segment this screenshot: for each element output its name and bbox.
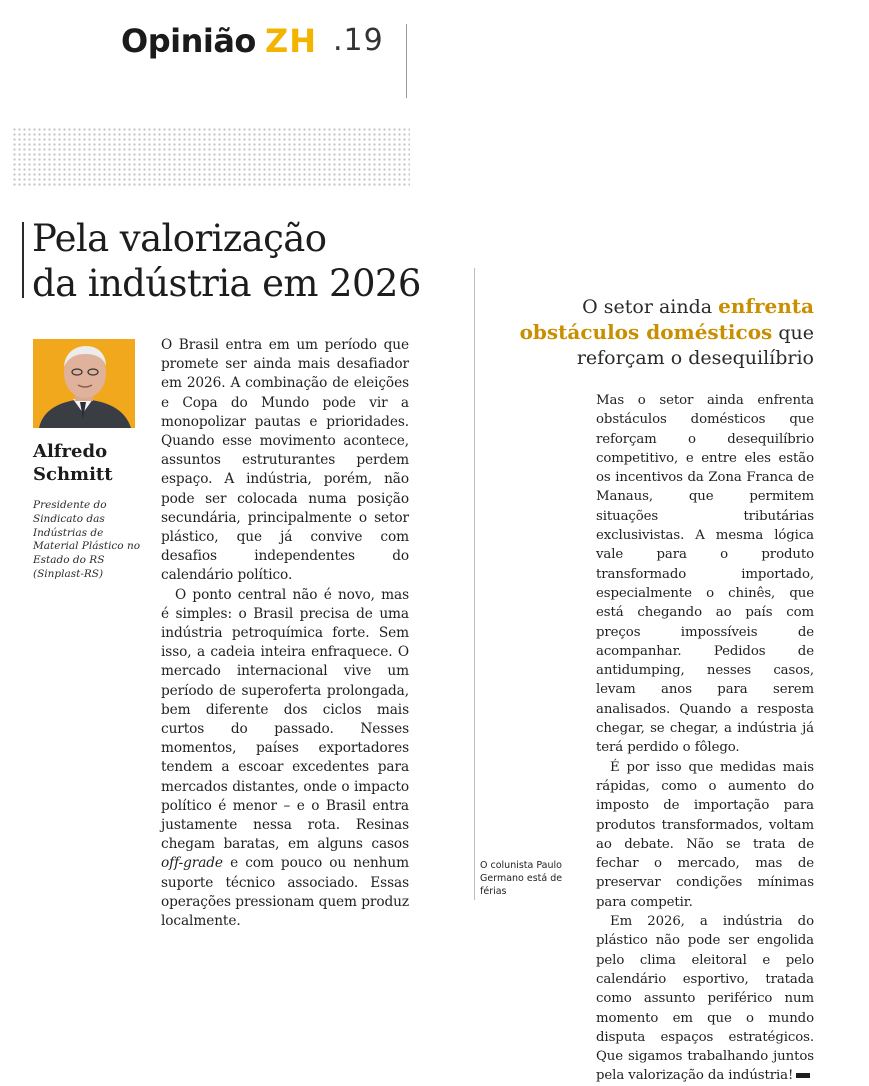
- article-headline: [32, 216, 452, 306]
- italic-term: off-grade: [161, 855, 223, 872]
- pull-quote: [500, 294, 814, 371]
- author-photo: [33, 339, 135, 428]
- author-role: Presidente do Sindicato das Indústrias de Material Plástico no Estado do RS (Sinplast-RS): [33, 499, 141, 580]
- newspaper-logo: ZH: [265, 22, 317, 60]
- headline-line-2: da indústria em 2026: [32, 262, 421, 305]
- pull-quote-highlight: enfrenta: [718, 294, 814, 318]
- article-body-column-1: [161, 336, 409, 931]
- pull-quote-text: O setor ainda: [582, 296, 719, 318]
- headline-rule: [22, 222, 24, 298]
- column-divider: [474, 268, 475, 900]
- section-title: Opinião: [121, 22, 256, 60]
- pull-quote-highlight: obstáculos domésticos: [519, 320, 773, 344]
- paragraph-text: Em 2026, a indústria do plástico não pode ser engolida pelo clima eleitoral e pelo calendário esportivo, tratada como assunto periférico num momento em que o mundo disputa espaços estratégicos. Que sigamos trabalhando juntos pela valorização da indústria!: [596, 914, 814, 1084]
- author-first-name: Alfredo: [33, 441, 108, 462]
- author-name: [33, 440, 143, 486]
- headline-line-1: Pela valorização: [32, 217, 327, 260]
- pull-quote-text: que: [772, 322, 814, 344]
- paragraph-text: e com pouco ou nenhum suporte técnico associado. Essas operações pressionam quem produz localmente.: [161, 855, 409, 930]
- page-number: .19: [333, 23, 384, 58]
- author-last-name: Schmitt: [33, 464, 113, 485]
- pull-quote-text: reforçam o desequilíbrio: [576, 347, 814, 369]
- paragraph: [596, 912, 814, 1086]
- dot-pattern-decoration: [12, 127, 410, 187]
- paragraph-text: O ponto central não é novo, mas é simples: o Brasil precisa de uma indústria petroquímica forte. Sem isso, a cadeia inteira enfraquece. O mercado internacional vive um período de superoferta prolongada, bem diferente dos ciclos mais curtos do passado. Nesses momentos, países exportadores tendem a escoar excedentes para mercados distantes, onde o impacto político é menor – e o Brasil entra justamente nessa rota. Resinas chegam baratas, em alguns casos: [161, 586, 409, 853]
- author-portrait-icon: [33, 339, 135, 428]
- paragraph: [161, 586, 409, 932]
- article-body-column-2: [596, 391, 814, 1086]
- paragraph: É por isso que medidas mais rápidas, como o aumento do imposto de importação para produtos transformados, voltam ao debate. Não se trata de fechar o mercado, mas de preservar condições mínimas para competir.: [596, 759, 814, 910]
- columnist-note: O colunista Paulo Germano está de férias: [480, 860, 563, 897]
- paragraph: Mas o setor ainda enfrenta obstáculos domésticos que reforçam o desequilíbrio competitivo, e entre eles estão os incentivos da Zona Franca de Manaus, que permitem situações tributárias exclusivistas. A mesma lógica vale para o produto transformado importado, especialmente o chinês, que está chegando ao país com preços impossíveis de acompanhar. Pedidos de antidumping, nesses casos, levam anos para serem analisados. Quando a resposta chegar, se chegar, a indústria já terá perdido o fôlego.: [596, 393, 814, 756]
- paragraph: O Brasil entra em um período que promete ser ainda mais desafiador em 2026. A combinação de eleições e Copa do Mundo pode vir a monopolizar pautas e prioridades. Quando esse movimento acontece, assuntos estruturantes perdem espaço. A indústria, porém, não pode ser colocada numa posição secundária, principalmente o setor plástico, que já convive com desafios independentes do calendário político.: [161, 337, 409, 584]
- header-divider: [406, 24, 407, 98]
- end-of-article-mark: [796, 1073, 810, 1078]
